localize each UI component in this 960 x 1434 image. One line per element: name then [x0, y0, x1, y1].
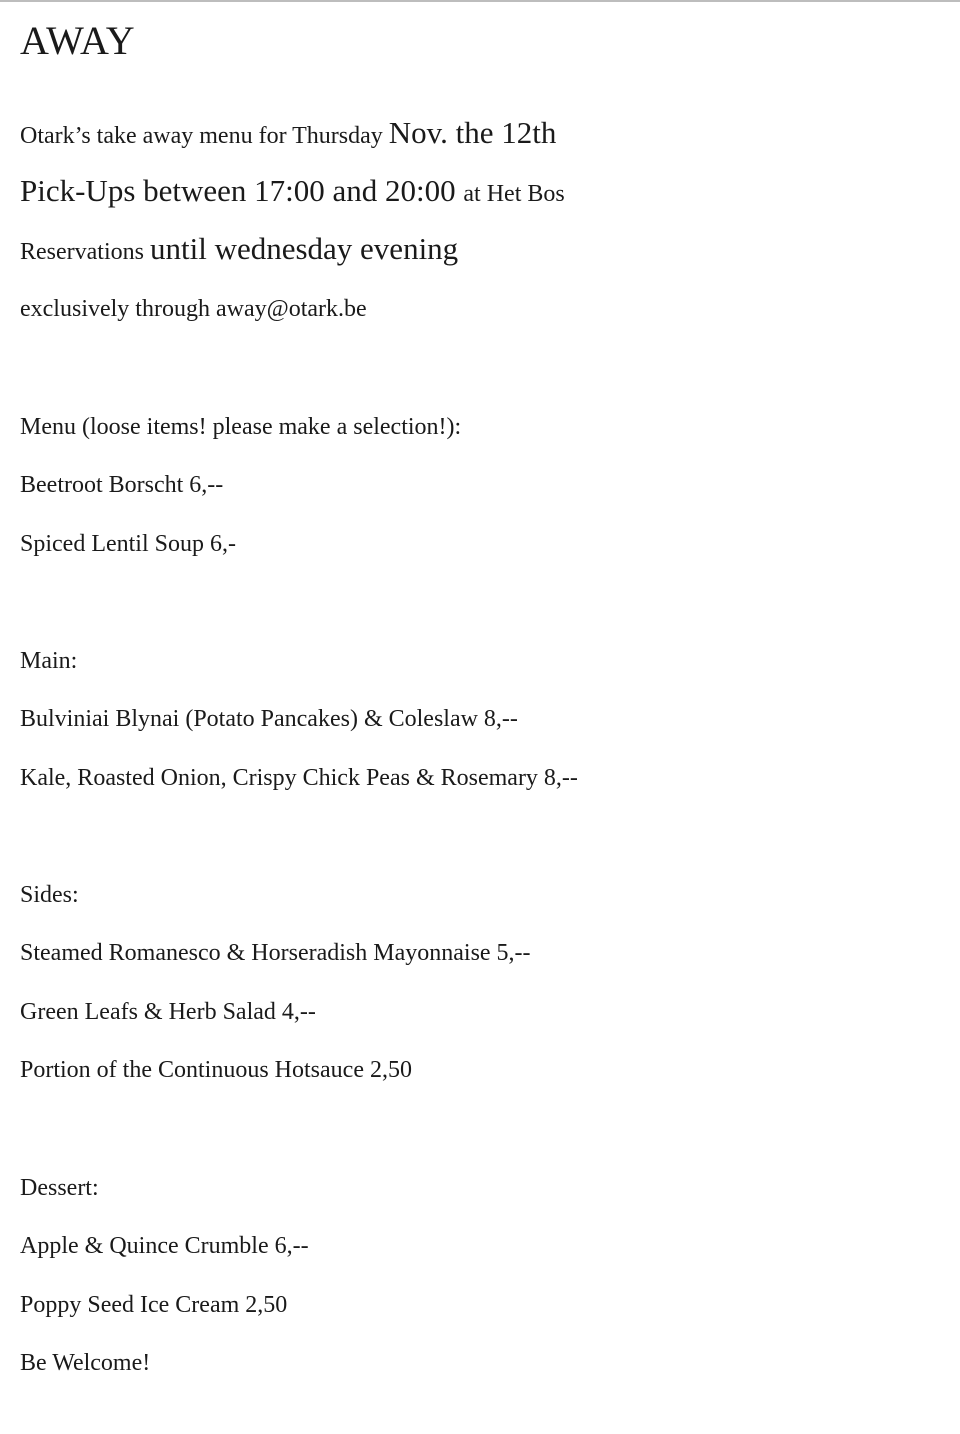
closing-line: Be Welcome! — [20, 1350, 151, 1376]
list-item: Apple & Quince Crumble 6,-- — [20, 1233, 309, 1259]
intro-date-prefix: Otark’s take away menu for Thursday — [20, 123, 389, 149]
intro-line-reservations — [20, 232, 458, 269]
list-item: Kale, Roasted Onion, Crispy Chick Peas & Rosemary 8,-- — [20, 765, 578, 791]
list-item: Poppy Seed Ice Cream 2,50 — [20, 1292, 288, 1318]
page-title: AWAY — [20, 18, 136, 63]
list-item: Steamed Romanesco & Horseradish Mayonnaise 5,-- — [20, 940, 531, 966]
list-item: Green Leafs & Herb Salad 4,-- — [20, 999, 316, 1025]
list-item: Spiced Lentil Soup 6,- — [20, 531, 236, 557]
intro-line-contact: exclusively through away@otark.be — [20, 296, 367, 322]
intro-reservations-label: Reservations — [20, 239, 150, 265]
intro-pickup-times: Pick-Ups between 17:00 and 20:00 — [20, 173, 464, 208]
top-divider — [0, 0, 960, 2]
list-item: Portion of the Continuous Hotsauce 2,50 — [20, 1057, 412, 1083]
menu-heading: Menu (loose items! please make a selection!): — [20, 414, 462, 440]
intro-date: Nov. the 12th — [388, 115, 557, 150]
main-heading: Main: — [20, 648, 78, 674]
intro-pickup-location: at Het Bos — [463, 181, 565, 207]
list-item: Beetroot Borscht 6,-- — [20, 472, 224, 498]
intro-reservations-deadline: until wednesday evening — [149, 231, 459, 266]
dessert-heading: Dessert: — [20, 1175, 99, 1201]
intro-line-date — [20, 116, 556, 153]
intro-line-pickup — [20, 174, 565, 211]
sides-heading: Sides: — [20, 882, 79, 908]
list-item: Bulviniai Blynai (Potato Pancakes) & Coleslaw 8,-- — [20, 706, 518, 732]
